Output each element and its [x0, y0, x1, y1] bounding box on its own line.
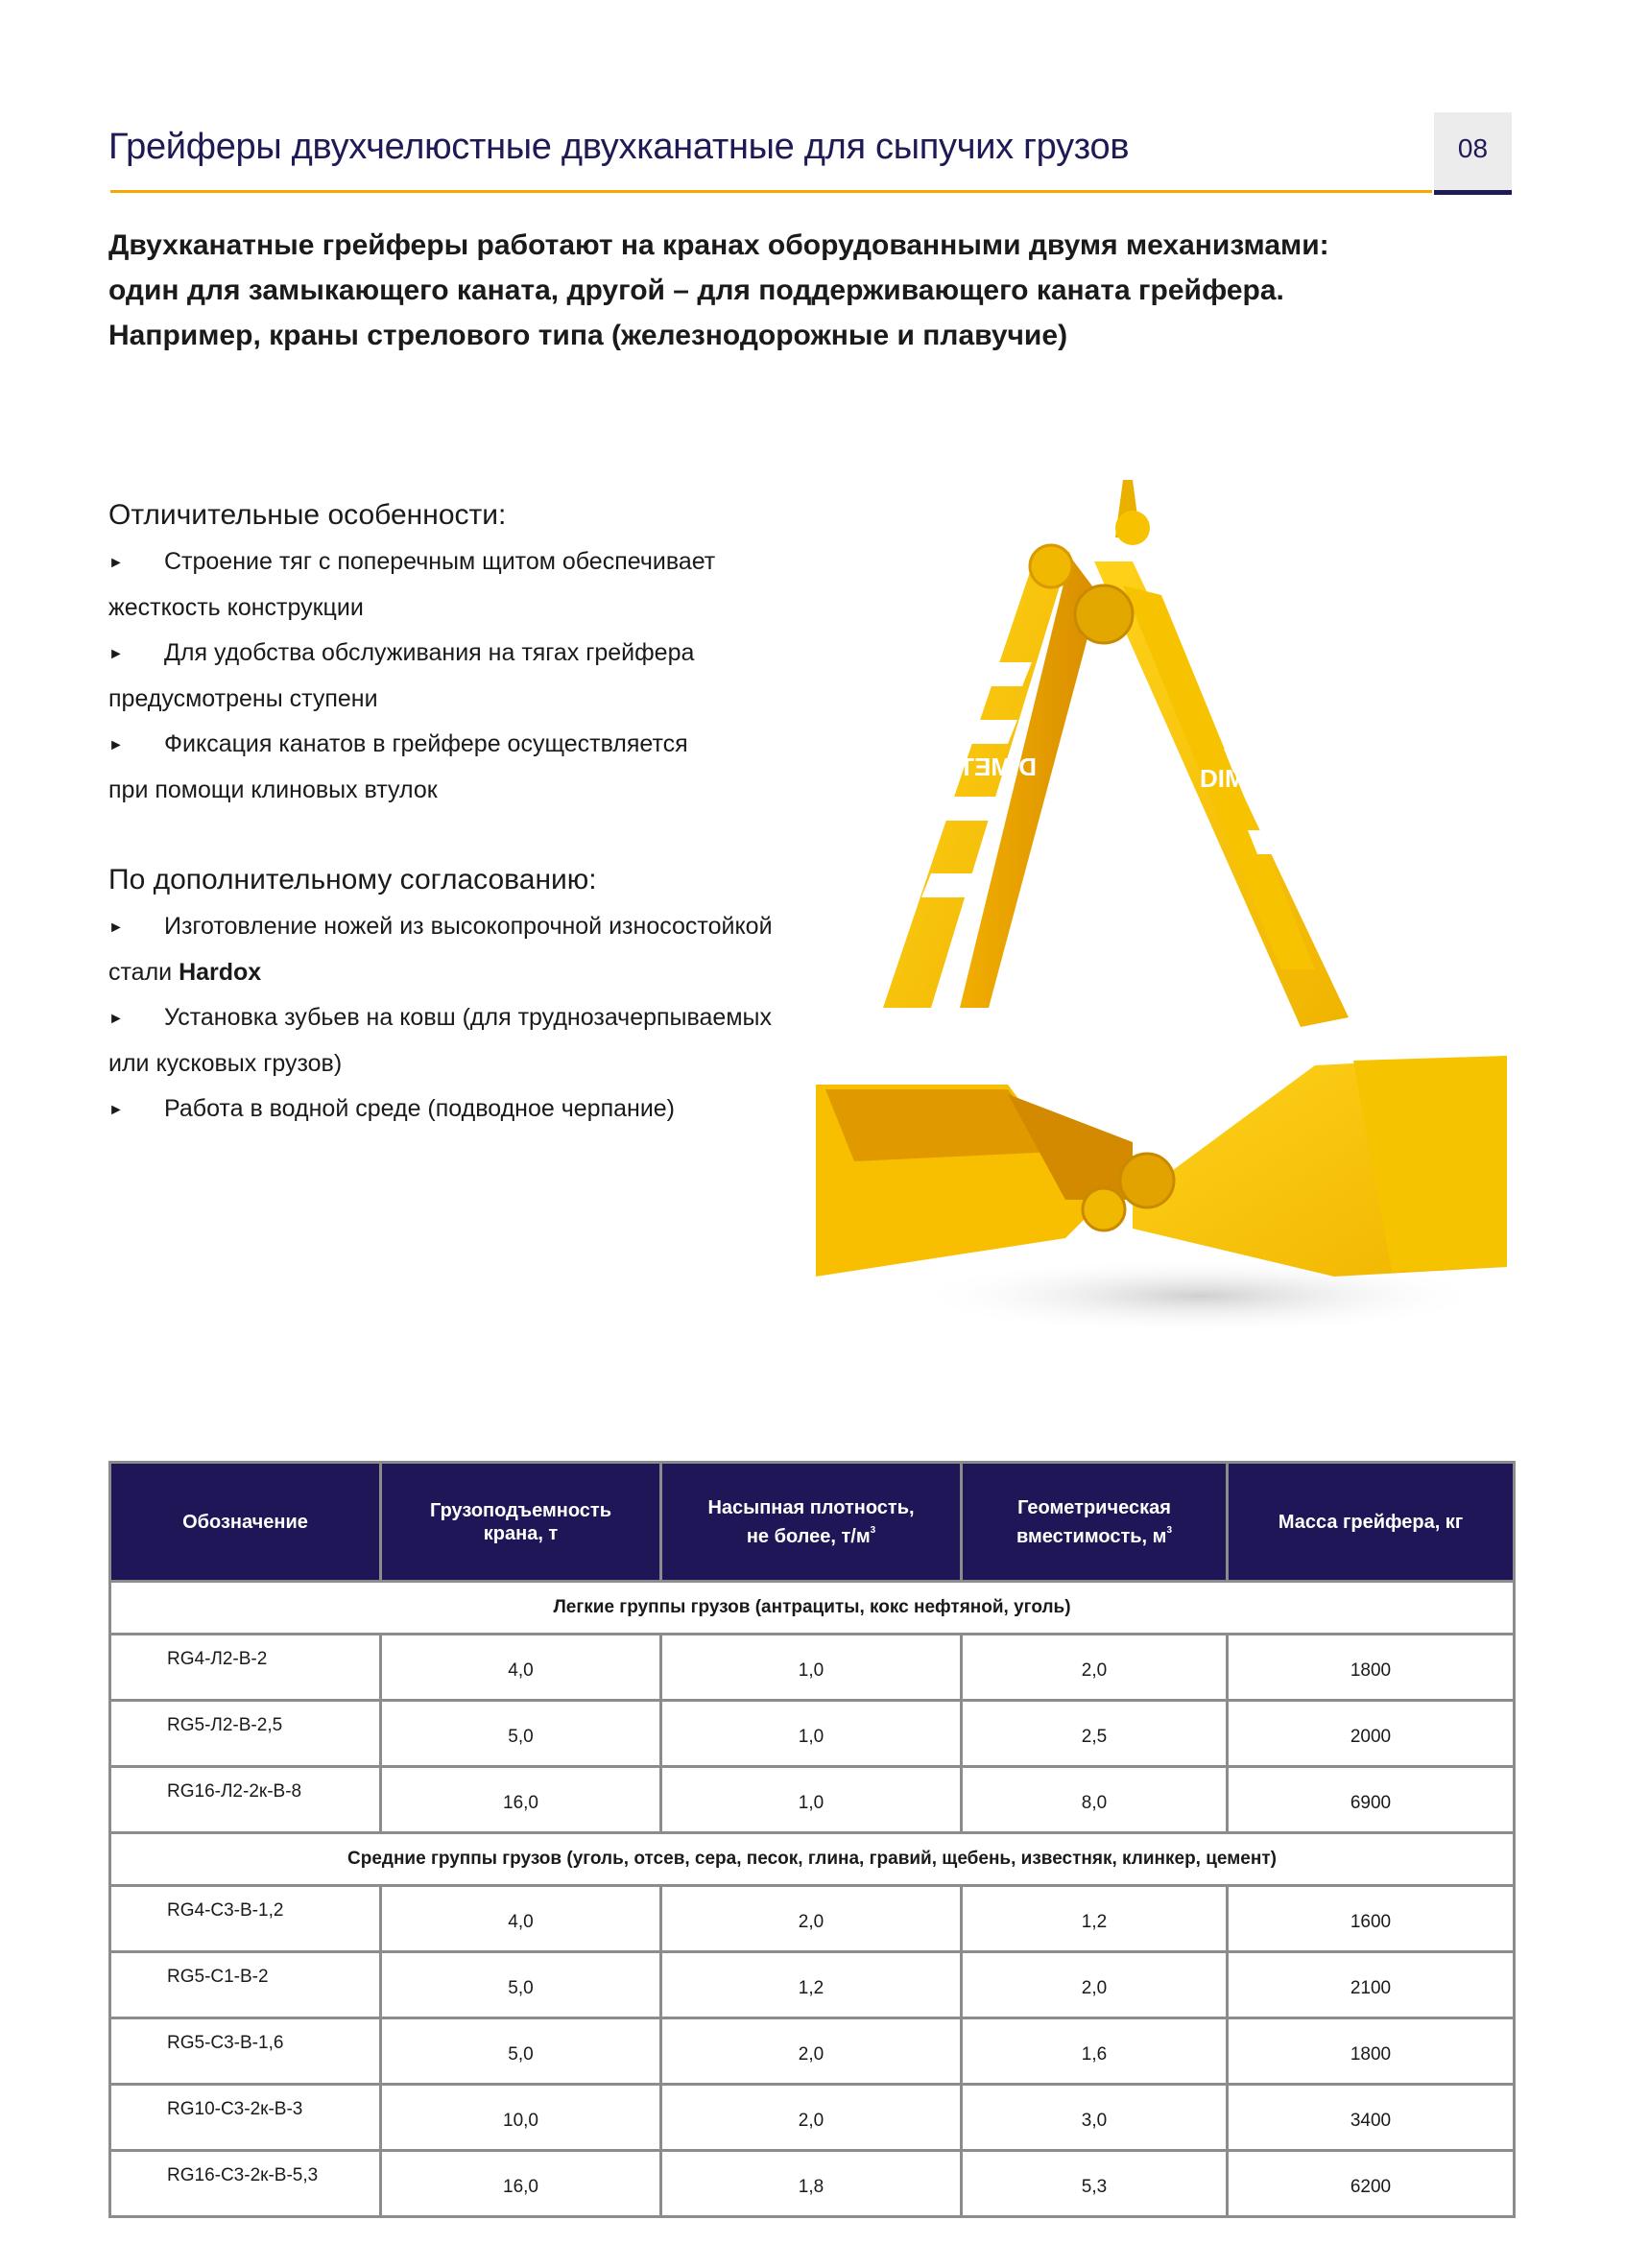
spec-table: [108, 1461, 1516, 2218]
column-header-crane-capacity: Грузоподъемность крана, т: [381, 1463, 661, 1582]
table-row: [110, 1701, 1515, 1767]
column-header-volume: Геометрическая вместимость, $м^3$: [962, 1463, 1228, 1582]
table-row: [110, 1886, 1515, 1952]
table-row: [110, 1952, 1515, 2018]
intro-line: Двухканатные грейферы работают на кранах оборудованными двумя механизмами:: [108, 229, 1329, 261]
table-row: [110, 1767, 1515, 1833]
bullet-arrow-icon: ►: [108, 1102, 124, 1118]
cell-designation: RG5-С1-В-2: [110, 1952, 381, 2018]
cell-bulk-density: 2,0: [661, 2085, 962, 2151]
lower-pulley: [1120, 1154, 1174, 1207]
cell-bulk-density: 1,0: [661, 1635, 962, 1701]
feature-text: Фиксация канатов в грейфере осуществляется: [164, 730, 688, 757]
bullet-arrow-icon: ►: [108, 1011, 124, 1027]
column-header-designation: Обозначение: [110, 1463, 381, 1582]
cell-volume: 2,5: [962, 1701, 1228, 1767]
column-header-bulk-density: Насыпная плотность, не более, $т/м^3$: [661, 1463, 962, 1582]
column-header-mass: Масса грейфера, кг: [1228, 1463, 1515, 1582]
cell-bulk-density: 1,0: [661, 1767, 962, 1833]
cell-crane-capacity: 16,0: [381, 2151, 661, 2217]
cell-mass: 1800: [1228, 2018, 1515, 2085]
cell-mass: 3400: [1228, 2085, 1515, 2151]
option-text: Работа в водной среде (подводное черпание): [164, 1095, 676, 1122]
bullet-arrow-icon: ►: [108, 919, 124, 936]
table-header-row: [110, 1463, 1515, 1582]
cell-mass: 2100: [1228, 1952, 1515, 2018]
option-text: Изготовление ножей из высокопрочной износостойкой: [164, 913, 773, 940]
cell-volume: 2,0: [962, 1635, 1228, 1701]
bullet-arrow-icon: ►: [108, 646, 124, 662]
title-underline: [110, 190, 1432, 193]
top-pulley: [1030, 545, 1072, 587]
options-section: [108, 856, 857, 1133]
cell-crane-capacity: 4,0: [381, 1886, 661, 1952]
cell-designation: RG10-С3-2к-В-3: [110, 2085, 381, 2151]
cell-volume: 1,2: [962, 1886, 1228, 1952]
cell-bulk-density: 1,2: [661, 1952, 962, 2018]
group-title: Легкие группы грузов (антрациты, кокс нефтяной, уголь): [110, 1582, 1515, 1635]
intro-line: Например, краны стрелового типа (железнодорожные и плавучие): [108, 320, 1068, 351]
cell-designation: RG5-Л2-В-2,5: [110, 1701, 381, 1767]
cell-bulk-density: 1,8: [661, 2151, 962, 2217]
cell-crane-capacity: 16,0: [381, 1767, 661, 1833]
cell-designation: RG5-С3-В-1,6: [110, 2018, 381, 2085]
cell-bulk-density: 2,0: [661, 1886, 962, 1952]
logo-right: DIMET: [1200, 764, 1278, 793]
cell-mass: 1800: [1228, 1635, 1515, 1701]
table-row: [110, 2151, 1515, 2217]
option-text: или кусковых грузов): [108, 1050, 343, 1077]
options-heading: По дополнительному согласованию:: [108, 864, 597, 895]
feature-item: [108, 631, 857, 722]
cell-mass: 2000: [1228, 1701, 1515, 1767]
cell-crane-capacity: 5,0: [381, 1952, 661, 2018]
bullet-arrow-icon: ►: [108, 737, 124, 753]
cell-designation: RG4-Л2-В-2: [110, 1635, 381, 1701]
page-number-underline: [1434, 190, 1512, 195]
option-text: стали: [108, 959, 179, 986]
option-text-bold: Hardox: [179, 959, 262, 986]
table-group-row: [110, 1582, 1515, 1635]
intro-paragraph: [108, 223, 1500, 358]
features-section: [108, 491, 857, 813]
table-row: [110, 2018, 1515, 2085]
cell-crane-capacity: 10,0: [381, 2085, 661, 2151]
option-text: Установка зубьев на ковш (для труднозачерпываемых: [164, 1004, 772, 1031]
feature-text: Для удобства обслуживания на тягах грейфера: [164, 639, 695, 666]
cell-bulk-density: 2,0: [661, 2018, 962, 2085]
cell-crane-capacity: 5,0: [381, 2018, 661, 2085]
cell-volume: 2,0: [962, 1952, 1228, 2018]
page-title: Грейферы двухчелюстные двухканатные для сыпучих грузов: [108, 127, 1130, 167]
cell-designation: RG16-С3-2к-В-5,3: [110, 2151, 381, 2217]
option-item: [108, 995, 857, 1086]
cell-bulk-density: 1,0: [661, 1701, 962, 1767]
cell-mass: 6900: [1228, 1767, 1515, 1833]
logo-left: DIMET: [959, 752, 1037, 781]
option-item: [108, 1086, 857, 1133]
features-heading: Отличительные особенности:: [108, 499, 507, 531]
cell-mass: 1600: [1228, 1886, 1515, 1952]
middle-pulley: [1075, 585, 1133, 643]
hinge-pivot: [1083, 1188, 1125, 1230]
cell-volume: 1,6: [962, 2018, 1228, 2085]
bullet-arrow-icon: ►: [108, 555, 124, 571]
feature-item: [108, 539, 857, 631]
feature-text: при помощи клиновых втулок: [108, 776, 438, 803]
cell-volume: 8,0: [962, 1767, 1228, 1833]
cell-designation: RG4-С3-В-1,2: [110, 1886, 381, 1952]
table-row: [110, 2085, 1515, 2151]
group-title: Средние группы грузов (уголь, отсев, сера, песок, глина, гравий, щебень, известняк, клинкер, цемент): [110, 1833, 1515, 1886]
feature-text: Строение тяг с поперечным щитом обеспечивает: [164, 548, 716, 575]
feature-item: [108, 722, 857, 813]
cell-crane-capacity: 5,0: [381, 1701, 661, 1767]
option-item: [108, 904, 857, 995]
table-group-row: [110, 1833, 1515, 1886]
page-number-box: [1434, 112, 1512, 191]
cell-volume: 3,0: [962, 2085, 1228, 2151]
cell-designation: RG16-Л2-2к-В-8: [110, 1767, 381, 1833]
cell-mass: 6200: [1228, 2151, 1515, 2217]
page-number: 08: [1457, 133, 1489, 163]
cell-volume: 5,3: [962, 2151, 1228, 2217]
table-row: [110, 1635, 1515, 1701]
top-swivel: [1115, 511, 1150, 545]
cell-crane-capacity: 4,0: [381, 1635, 661, 1701]
feature-text: жесткость конструкции: [108, 594, 364, 621]
grab-illustration: [816, 470, 1526, 1353]
feature-text: предусмотрены ступени: [108, 685, 378, 712]
intro-line: один для замыкающего каната, другой – для поддерживающего каната грейфера.: [108, 275, 1284, 306]
